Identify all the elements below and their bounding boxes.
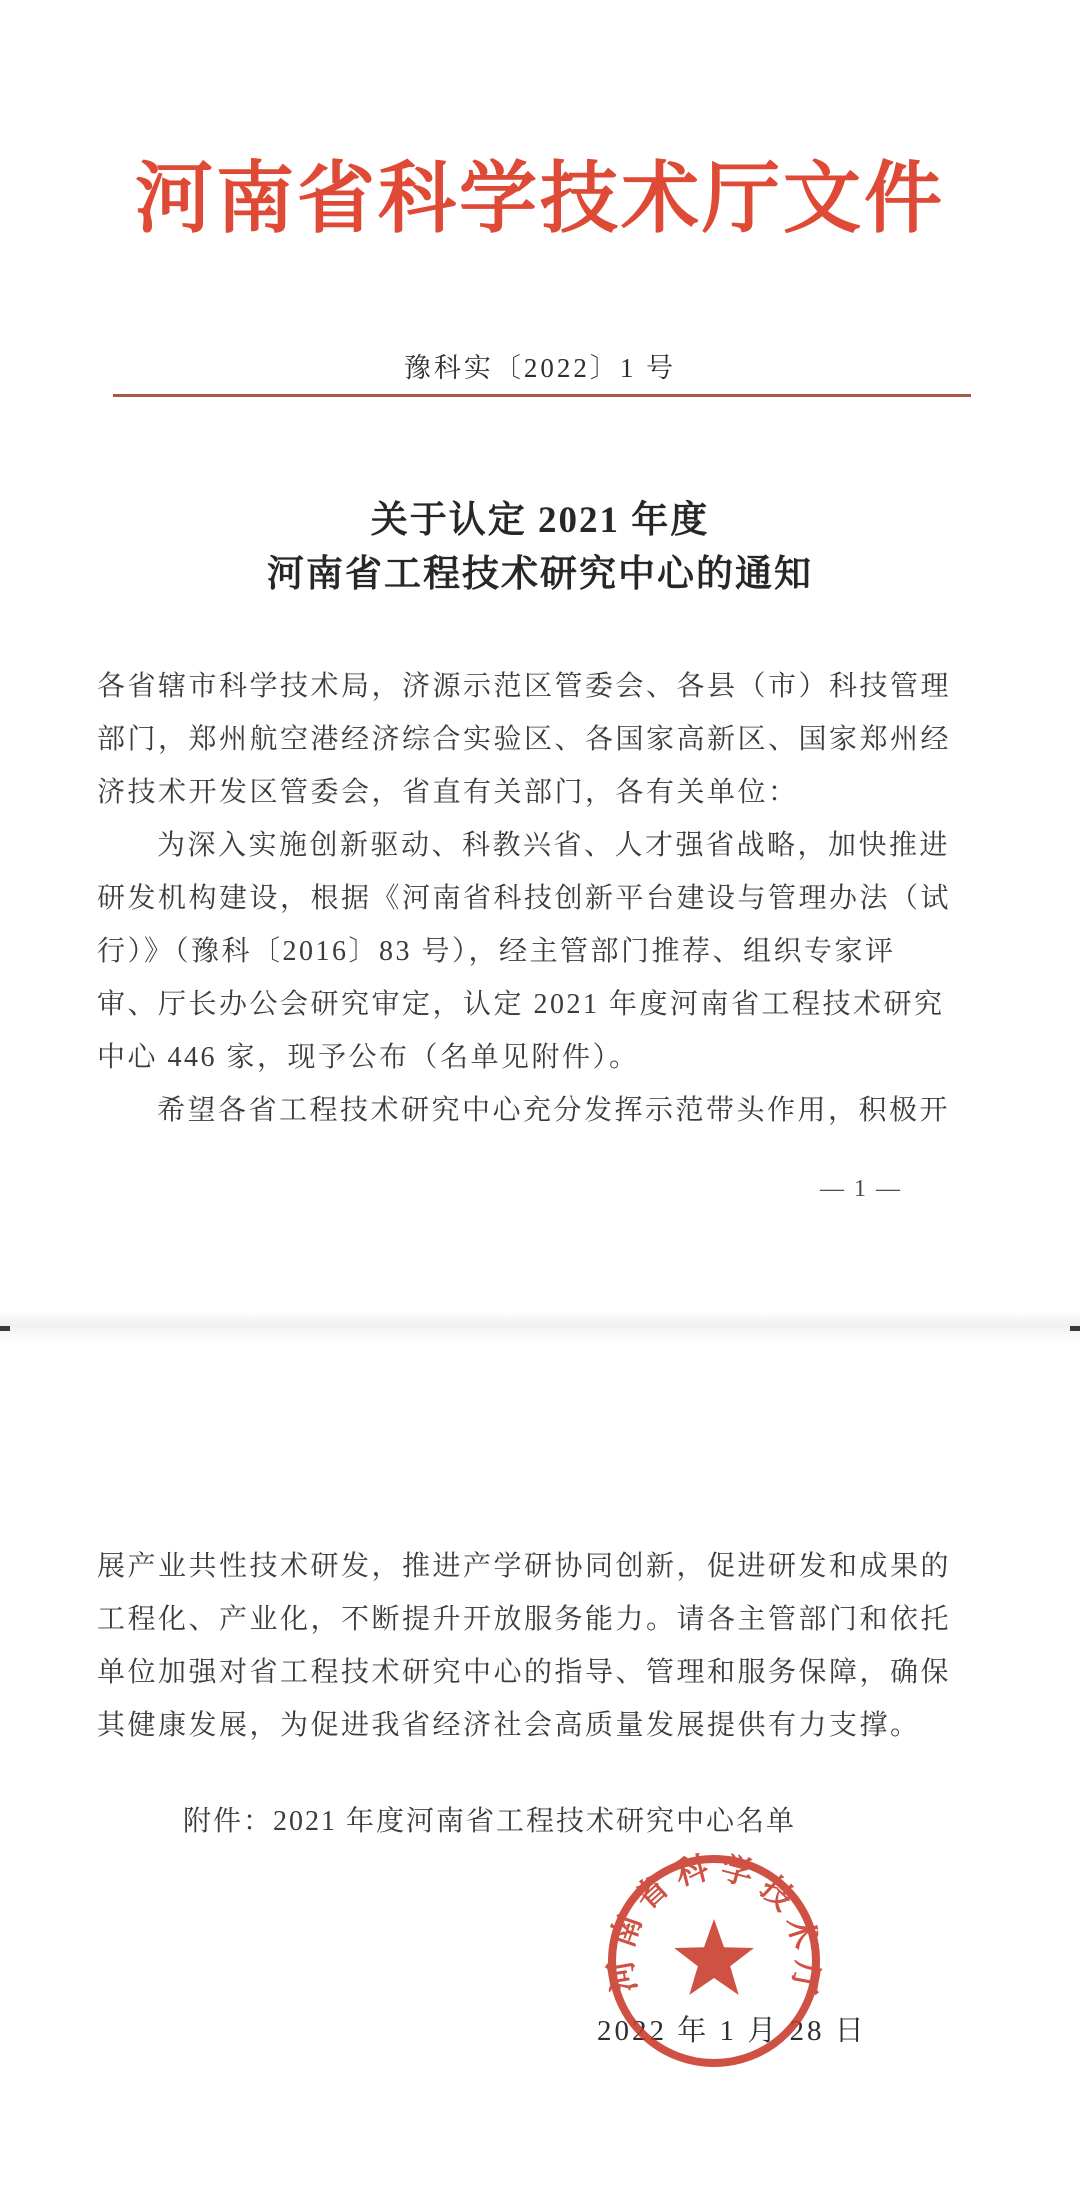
notice-title-line1: 关于认定 2021 年度: [370, 500, 710, 541]
page1-body: [97, 660, 997, 1137]
page-edge-mark-left: [0, 1326, 10, 1331]
body-line: 各省辖市科学技术局，济源示范区管委会、各县（市）科技管理: [97, 671, 952, 702]
body-line: 单位加强对省工程技术研究中心的指导、管理和服务保障，确保: [97, 1657, 952, 1688]
official-seal: [600, 1849, 828, 2077]
attachment-line: 附件：2021 年度河南省工程技术研究中心名单: [183, 1806, 797, 1837]
document-number: 豫科实〔2022〕1 号: [403, 353, 677, 383]
body-line: 研发机构建设，根据《河南省科技创新平台建设与管理办法（试: [97, 883, 952, 914]
page-edge-mark-right: [1070, 1326, 1080, 1331]
body-line: 审、厅长办公会研究审定，认定 2021 年度河南省工程技术研究: [97, 989, 945, 1020]
seal-text: 河南省科学技术厅: [601, 1849, 827, 1997]
body-line: 为深入实施创新驱动、科教兴省、人才强省战略，加快推进: [157, 830, 951, 861]
seal-star-icon: [674, 1919, 754, 1995]
body-line: 中心 446 家，现予公布（名单见附件）。: [97, 1042, 640, 1073]
body-line: 展产业共性技术研发，推进产学研协同创新，促进研发和成果的: [97, 1551, 952, 1582]
body-line: 行）》（豫科〔2016〕83 号），经主管部门推荐、组织专家评: [97, 936, 896, 967]
body-line: 济技术开发区管委会，省直有关部门，各有关单位：: [97, 777, 799, 808]
page2-body: [97, 1540, 997, 1752]
document-header-title: 河南省科学技术厅文件: [134, 155, 945, 242]
notice-title: [0, 494, 1080, 602]
body-line: 部门，郑州航空港经济综合实验区、各国家高新区、国家郑州经: [97, 724, 952, 755]
issue-date: 2022 年 1 月 28 日: [597, 2015, 867, 2047]
body-line: 其健康发展，为促进我省经济社会高质量发展提供有力支撑。: [97, 1710, 921, 1741]
body-line: 希望各省工程技术研究中心充分发挥示范带头作用，积极开: [157, 1095, 951, 1126]
header-divider-rule: [113, 394, 971, 397]
page-break-band: [0, 1310, 1080, 1346]
body-line: 工程化、产业化，不断提升开放服务能力。请各主管部门和依托: [97, 1604, 952, 1635]
notice-title-line2: 河南省工程技术研究中心的通知: [267, 554, 813, 595]
page-number: — 1 —: [820, 1176, 902, 1202]
